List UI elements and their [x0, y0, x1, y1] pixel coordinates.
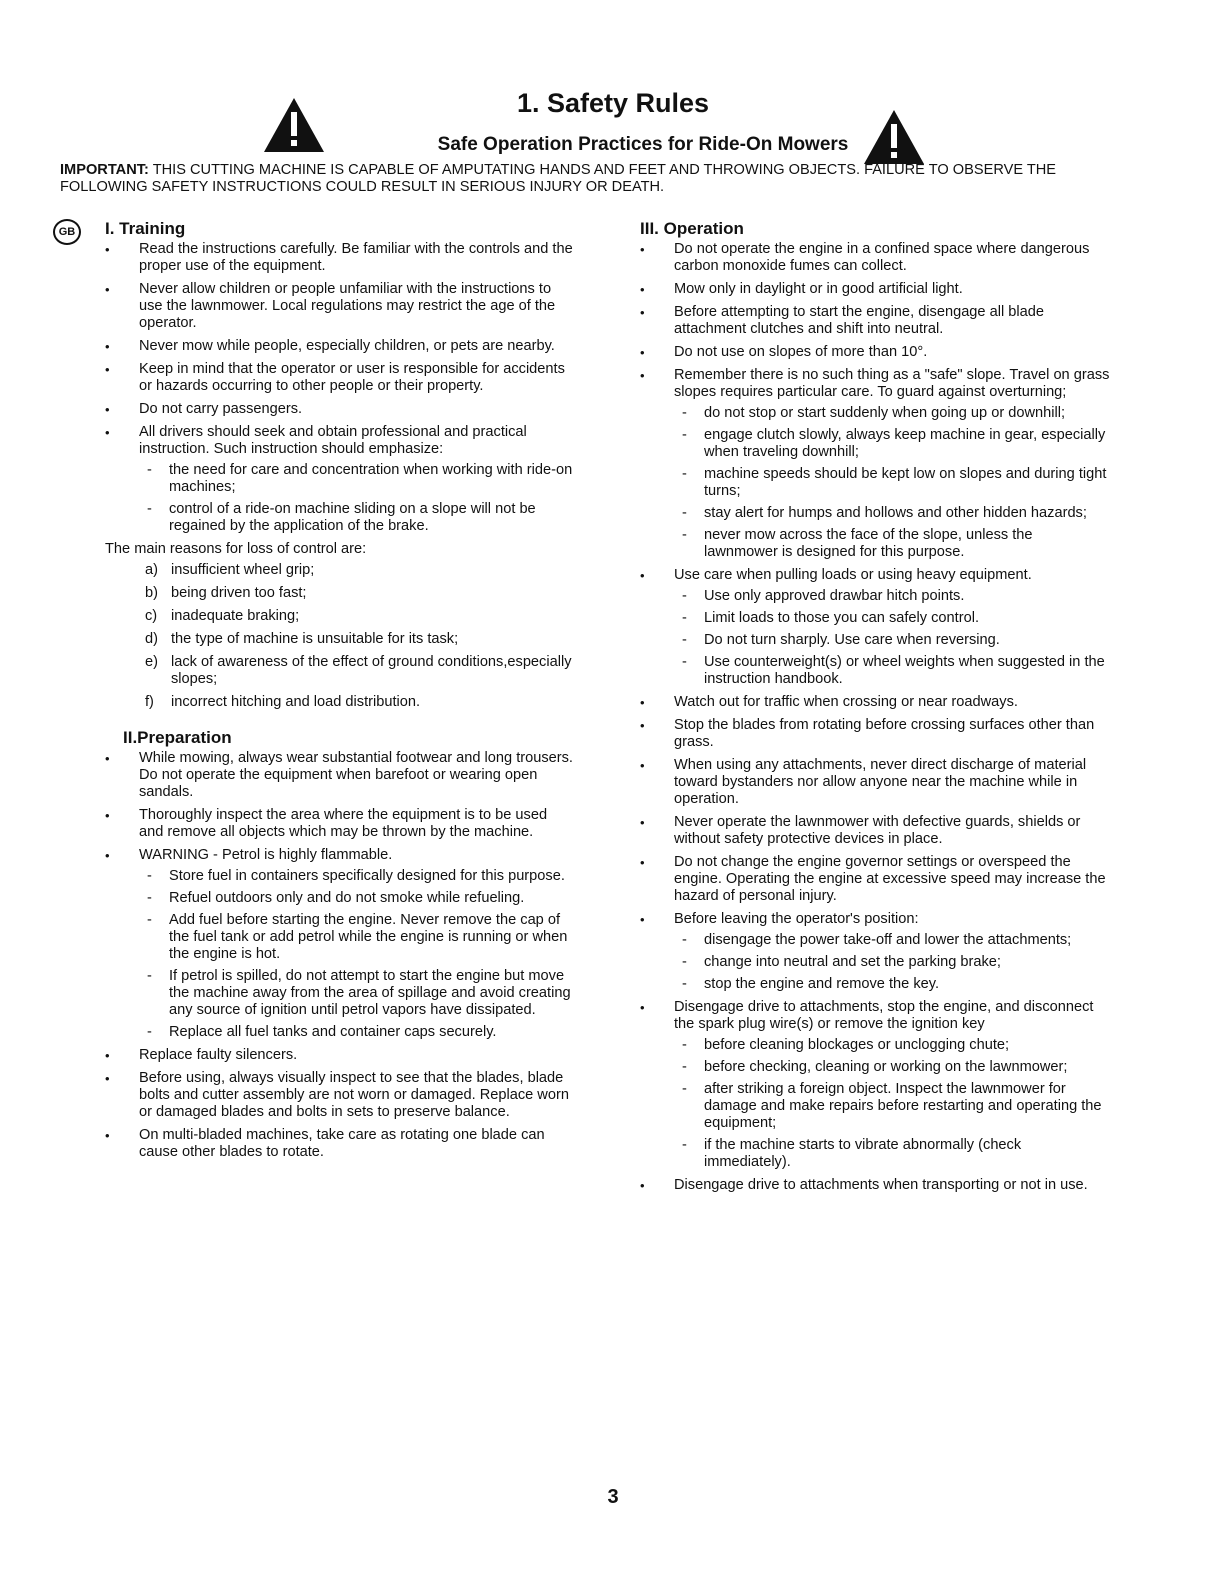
sub-list-item: - Do not turn sharply. Use care when reversing.	[674, 632, 1110, 649]
list-item: • Do not operate the engine in a confined space where dangerous carbon monoxide fumes can collect.	[640, 241, 1110, 275]
list-item	[105, 847, 575, 1041]
list-item	[640, 567, 1110, 688]
sub-list-item: - change into neutral and set the parking brake;	[674, 954, 1110, 971]
list-item	[640, 911, 1110, 993]
sub-list-item: - do not stop or start suddenly when going up or downhill;	[674, 405, 1110, 422]
list-item: • Do not carry passengers.	[105, 401, 575, 418]
sub-list-item: - before cleaning blockages or unclogging chute;	[674, 1037, 1110, 1054]
sub-list-item: - If petrol is spilled, do not attempt to start the engine but move the machine away from the area of spillage and avoid creating any source of ignition until petrol vapors have dissipated.	[139, 968, 575, 1019]
list-item: • Never operate the lawnmower with defective guards, shields or without safety protective devices in place.	[640, 814, 1110, 848]
page-subtitle: Safe Operation Practices for Ride-On Mowers	[437, 134, 849, 155]
list-letter: c)	[145, 608, 158, 624]
list-letter: f)	[145, 694, 154, 710]
sub-list-item: - Use counterweight(s) or wheel weights when suggested in the instruction handbook.	[674, 654, 1110, 688]
sub-list-item: - never mow across the face of the slope, unless the lawnmower is designed for this purpose.	[674, 527, 1110, 561]
list-item-text: WARNING - Petrol is highly flammable.	[139, 847, 393, 863]
operation-list	[640, 241, 1110, 1194]
sub-list-item: - Add fuel before starting the engine. Never remove the cap of the fuel tank or add petrol while the engine is running or when the engine is hot.	[139, 912, 575, 963]
leaving-sublist	[674, 932, 1110, 993]
preparation-list	[105, 750, 575, 1161]
list-item: • Do not change the engine governor settings or overspeed the engine. Operating the engine at excessive speed may increase the hazard of personal injury.	[640, 854, 1110, 905]
list-item	[105, 694, 575, 711]
list-item: • Never allow children or people unfamiliar with the instructions to use the lawnmower. Local regulations may restrict the age of the operator.	[105, 281, 575, 332]
list-item	[105, 654, 575, 688]
list-item-text: being driven too fast;	[171, 585, 307, 601]
sub-list-item: - the need for care and concentration when working with ride-on machines;	[139, 462, 575, 496]
left-column	[58, 219, 575, 1167]
list-item	[640, 367, 1110, 561]
list-item: • Before attempting to start the engine, disengage all blade attachment clutches and shift into neutral.	[640, 304, 1110, 338]
sub-list-item: - engage clutch slowly, always keep machine in gear, especially when traveling downhill;	[674, 427, 1110, 461]
list-item: • Keep in mind that the operator or user is responsible for accidents or hazards occurring to other people or their property.	[105, 361, 575, 395]
section-operation-title: III. Operation	[640, 219, 744, 238]
section-preparation-title: II.Preparation	[123, 728, 232, 747]
list-item: • While mowing, always wear substantial footwear and long trousers. Do not operate the equipment when barefoot or wearing open sandals.	[105, 750, 575, 801]
training-sublist	[139, 462, 575, 535]
list-item-text: incorrect hitching and load distribution.	[171, 694, 421, 710]
list-item-text: insufficient wheel grip;	[171, 562, 315, 578]
list-item-text: lack of awareness of the effect of ground conditions,especially slopes;	[171, 654, 572, 687]
sub-list-item: - Replace all fuel tanks and container caps securely.	[139, 1024, 575, 1041]
important-label: IMPORTANT:	[60, 162, 149, 178]
disengage-sublist	[674, 1037, 1110, 1171]
sub-list-item: - Use only approved drawbar hitch points.	[674, 588, 1110, 605]
list-item	[105, 424, 575, 535]
sub-list-item: - Limit loads to those you can safely control.	[674, 610, 1110, 627]
page-number: 3	[607, 1486, 619, 1508]
list-item: • Read the instructions carefully. Be familiar with the controls and the proper use of the equipment.	[105, 241, 575, 275]
list-item: • On multi-bladed machines, take care as rotating one blade can cause other blades to rotate.	[105, 1127, 575, 1161]
fuel-sublist	[139, 868, 575, 1041]
list-letter: e)	[145, 654, 158, 670]
list-item: • Replace faulty silencers.	[105, 1047, 575, 1064]
list-item: • Disengage drive to attachments when transporting or not in use.	[640, 1177, 1110, 1194]
list-item-text: All drivers should seek and obtain professional and practical instruction. Such instruction should emphasize:	[139, 424, 527, 457]
reasons-list	[105, 562, 575, 711]
section-training-title: I. Training	[105, 219, 186, 238]
sub-list-item: - control of a ride-on machine sliding on a slope will not be regained by the application of the brake.	[139, 501, 575, 535]
loads-sublist	[674, 588, 1110, 688]
important-notice	[60, 162, 1140, 196]
reasons-intro: The main reasons for loss of control are:	[105, 541, 367, 557]
list-item	[105, 608, 575, 625]
section-training	[58, 219, 575, 238]
warning-triangle-icon	[862, 108, 926, 166]
important-text: THIS CUTTING MACHINE IS CAPABLE OF AMPUTATING HANDS AND FEET AND THROWING OBJECTS. FAILURE TO OBSERVE THE FOLLOWING SAFETY INSTRUCTIONS COULD RESULT IN SERIOUS INJURY OR DEATH.	[60, 162, 1057, 195]
slopes-sublist	[674, 405, 1110, 561]
list-item: • Thoroughly inspect the area where the equipment is to be used and remove all objects which may be thrown by the machine.	[105, 807, 575, 841]
list-item-text: Remember there is no such thing as a "safe" slope. Travel on grass slopes requires particular care. To guard against overturning;	[674, 367, 1110, 400]
training-list	[105, 241, 575, 535]
list-letter: d)	[145, 631, 158, 647]
list-item: • Never mow while people, especially children, or pets are nearby.	[105, 338, 575, 355]
sub-list-item: - machine speeds should be kept low on slopes and during tight turns;	[674, 466, 1110, 500]
sub-list-item: - after striking a foreign object. Inspect the lawnmower for damage and make repairs before restarting and operating the equipment;	[674, 1081, 1110, 1132]
sub-list-item: - Store fuel in containers specifically designed for this purpose.	[139, 868, 575, 885]
page-title: 1. Safety Rules	[516, 88, 710, 118]
sub-list-item: - if the machine starts to vibrate abnormally (check immediately).	[674, 1137, 1110, 1171]
list-item: • Watch out for traffic when crossing or near roadways.	[640, 694, 1110, 711]
list-item-text: the type of machine is unsuitable for its task;	[171, 631, 459, 647]
list-item: • Stop the blades from rotating before crossing surfaces other than grass.	[640, 717, 1110, 751]
list-item-text: Use care when pulling loads or using heavy equipment.	[674, 567, 1032, 583]
sub-list-item: - Refuel outdoors only and do not smoke while refueling.	[139, 890, 575, 907]
list-item: • Before using, always visually inspect to see that the blades, blade bolts and cutter assembly are not worn or damaged. Replace worn or damaged blades and bolts in sets to preserve balance.	[105, 1070, 575, 1121]
list-item	[105, 585, 575, 602]
list-item	[105, 562, 575, 579]
list-letter: b)	[145, 585, 158, 601]
sub-list-item: - stop the engine and remove the key.	[674, 976, 1110, 993]
list-letter: a)	[145, 562, 158, 578]
sub-list-item: - stay alert for humps and hollows and other hidden hazards;	[674, 505, 1110, 522]
sub-list-item: - before checking, cleaning or working on the lawnmower;	[674, 1059, 1110, 1076]
list-item: • When using any attachments, never direct discharge of material toward bystanders nor allow anyone near the machine while in operation.	[640, 757, 1110, 808]
right-column	[640, 220, 1110, 1200]
list-item: • Do not use on slopes of more than 10°.	[640, 344, 1110, 361]
sub-list-item: - disengage the power take-off and lower the attachments;	[674, 932, 1110, 949]
list-item-text: inadequate braking;	[171, 608, 300, 624]
list-item-text: Before leaving the operator's position:	[674, 911, 919, 927]
list-item-text: Disengage drive to attachments, stop the engine, and disconnect the spark plug wire(s) or remove the ignition key	[674, 999, 1094, 1032]
list-item	[105, 631, 575, 648]
list-item: • Mow only in daylight or in good artificial light.	[640, 281, 1110, 298]
list-item	[640, 999, 1110, 1171]
language-badge: GB	[53, 219, 81, 245]
